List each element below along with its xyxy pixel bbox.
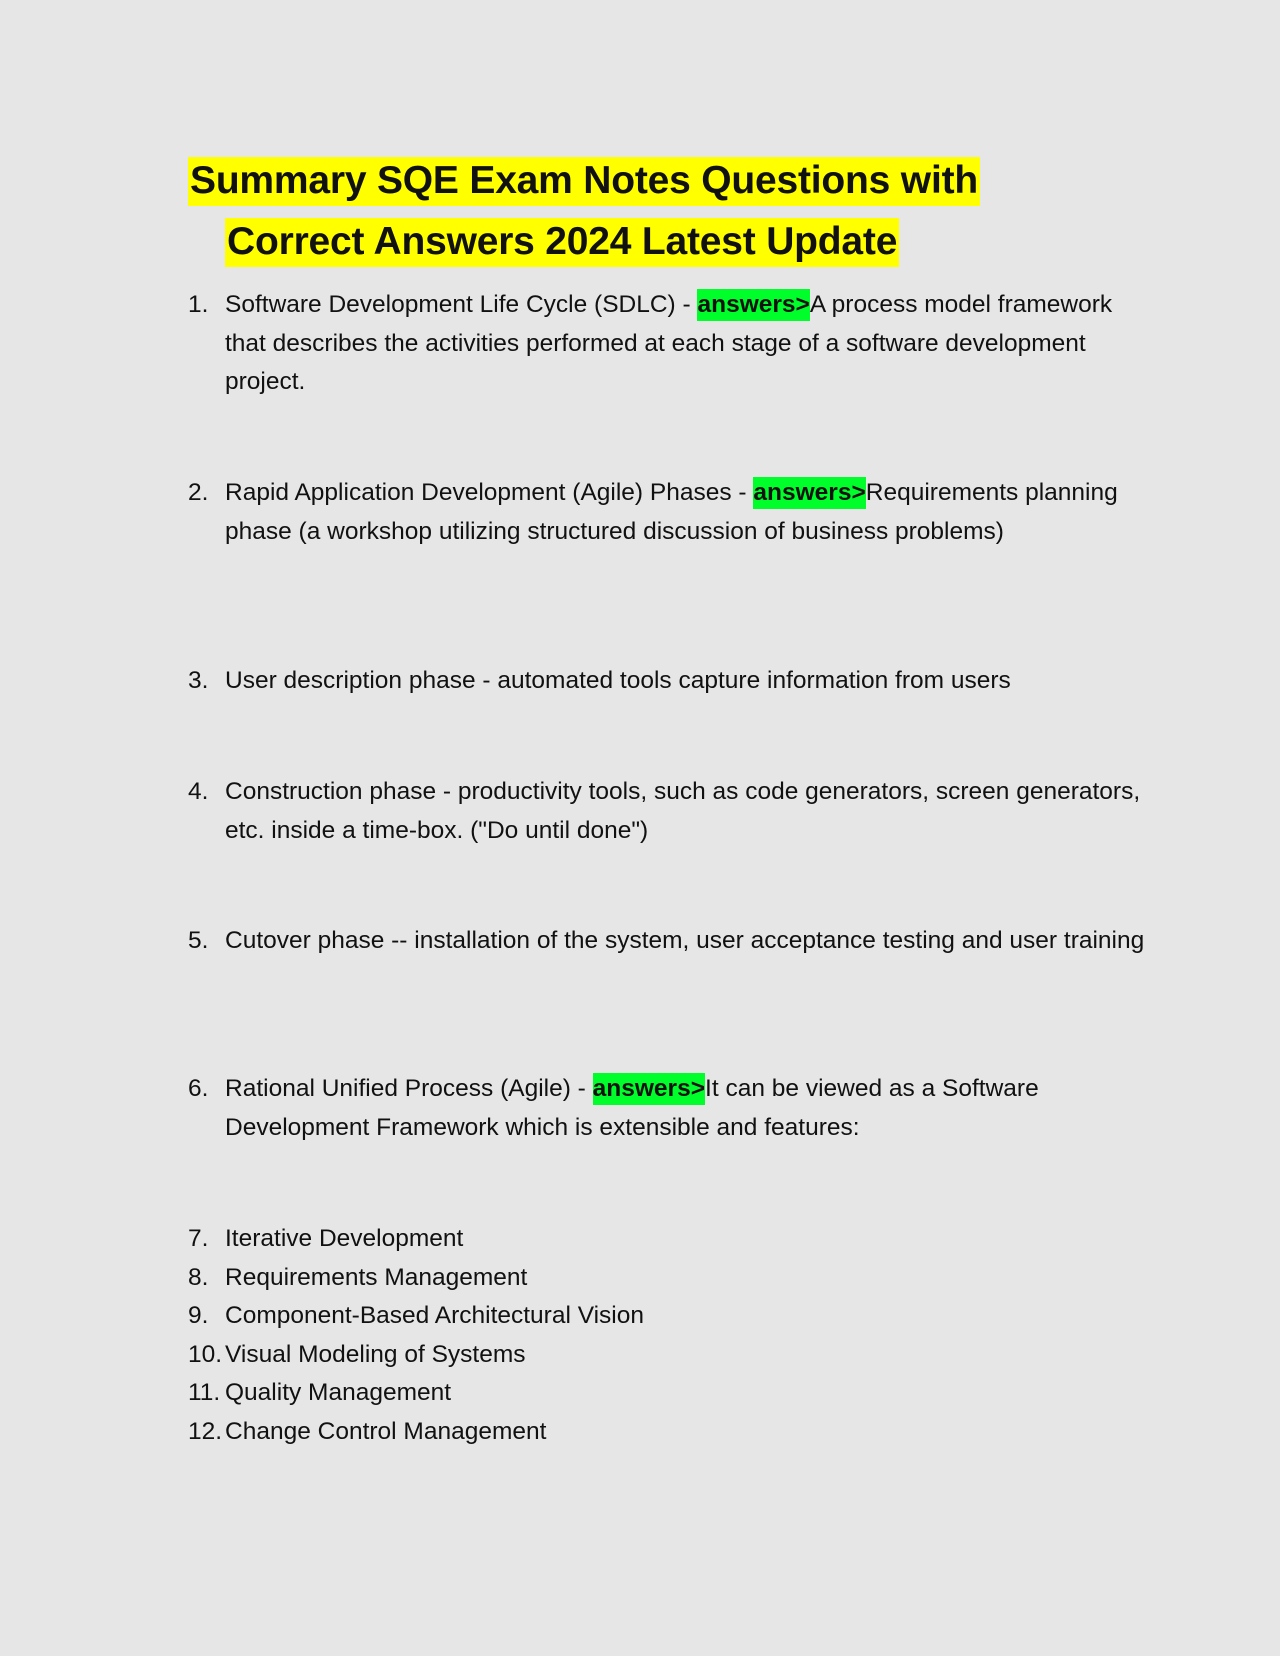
item-question: Software Development Life Cycle (SDLC) - (225, 291, 698, 318)
list-item (188, 1336, 1148, 1375)
item-text: Cutover phase -- installation of the system, user acceptance testing and user training (225, 927, 1145, 954)
item-answer: Requirements planning phase (a workshop utilizing structured discussion of business problems) (225, 479, 1118, 545)
item-text: Quality Management (225, 1379, 452, 1406)
item-number: 1. (188, 291, 209, 318)
item-number: 5. (188, 927, 209, 954)
item-question: Rapid Application Development (Agile) Phases - (225, 479, 754, 506)
item-number: 4. (188, 778, 209, 805)
item-number: 8. (188, 1264, 209, 1291)
item-text (225, 474, 1148, 551)
item-number: 9. (188, 1302, 209, 1329)
list-item (188, 1259, 1148, 1298)
list-item (188, 286, 1148, 402)
document-title (188, 150, 1088, 272)
answer-marker: answers> (753, 477, 865, 509)
list-item (188, 1220, 1148, 1259)
item-question: Rational Unified Process (Agile) - (225, 1075, 593, 1102)
list-item (188, 1070, 1148, 1147)
item-number: 10. (188, 1341, 223, 1368)
item-text: Component-Based Architectural Vision (225, 1302, 645, 1329)
item-text: Requirements Management (225, 1264, 528, 1291)
title-line-1-text: Summary SQE Exam Notes Questions with (188, 157, 980, 206)
title-line-2 (188, 211, 1088, 272)
item-answer: It can be viewed as a Software Development Framework which is extensible and features: (225, 1075, 1039, 1141)
item-answer: A process model framework that describes the activities performed at each stage of a software development project. (225, 291, 1113, 395)
item-number: 6. (188, 1075, 209, 1102)
list-item (188, 1297, 1148, 1336)
item-number: 3. (188, 667, 209, 694)
item-text (225, 286, 1148, 402)
item-number: 11. (188, 1379, 221, 1406)
list-item (188, 773, 1148, 850)
answer-marker: answers> (697, 289, 809, 321)
list-item (188, 1413, 1148, 1452)
item-text: Visual Modeling of Systems (225, 1341, 526, 1368)
item-number: 12. (188, 1418, 223, 1445)
list-item (188, 1374, 1148, 1413)
answer-marker: answers> (593, 1073, 705, 1105)
item-number: 7. (188, 1225, 209, 1252)
list-item (188, 922, 1148, 961)
item-text: Change Control Management (225, 1418, 547, 1445)
title-line-2-text: Correct Answers 2024 Latest Update (225, 218, 899, 267)
list-item (188, 662, 1148, 701)
title-line-1 (188, 150, 1088, 211)
list-item (188, 474, 1148, 551)
item-number: 2. (188, 479, 209, 506)
item-text: Construction phase - productivity tools, such as code generators, screen generators, etc. inside a time-box. ("Do until done") (225, 778, 1141, 844)
item-text: User description phase - automated tools capture information from users (225, 667, 1011, 694)
item-text (225, 1070, 1148, 1147)
item-text: Iterative Development (225, 1225, 464, 1252)
